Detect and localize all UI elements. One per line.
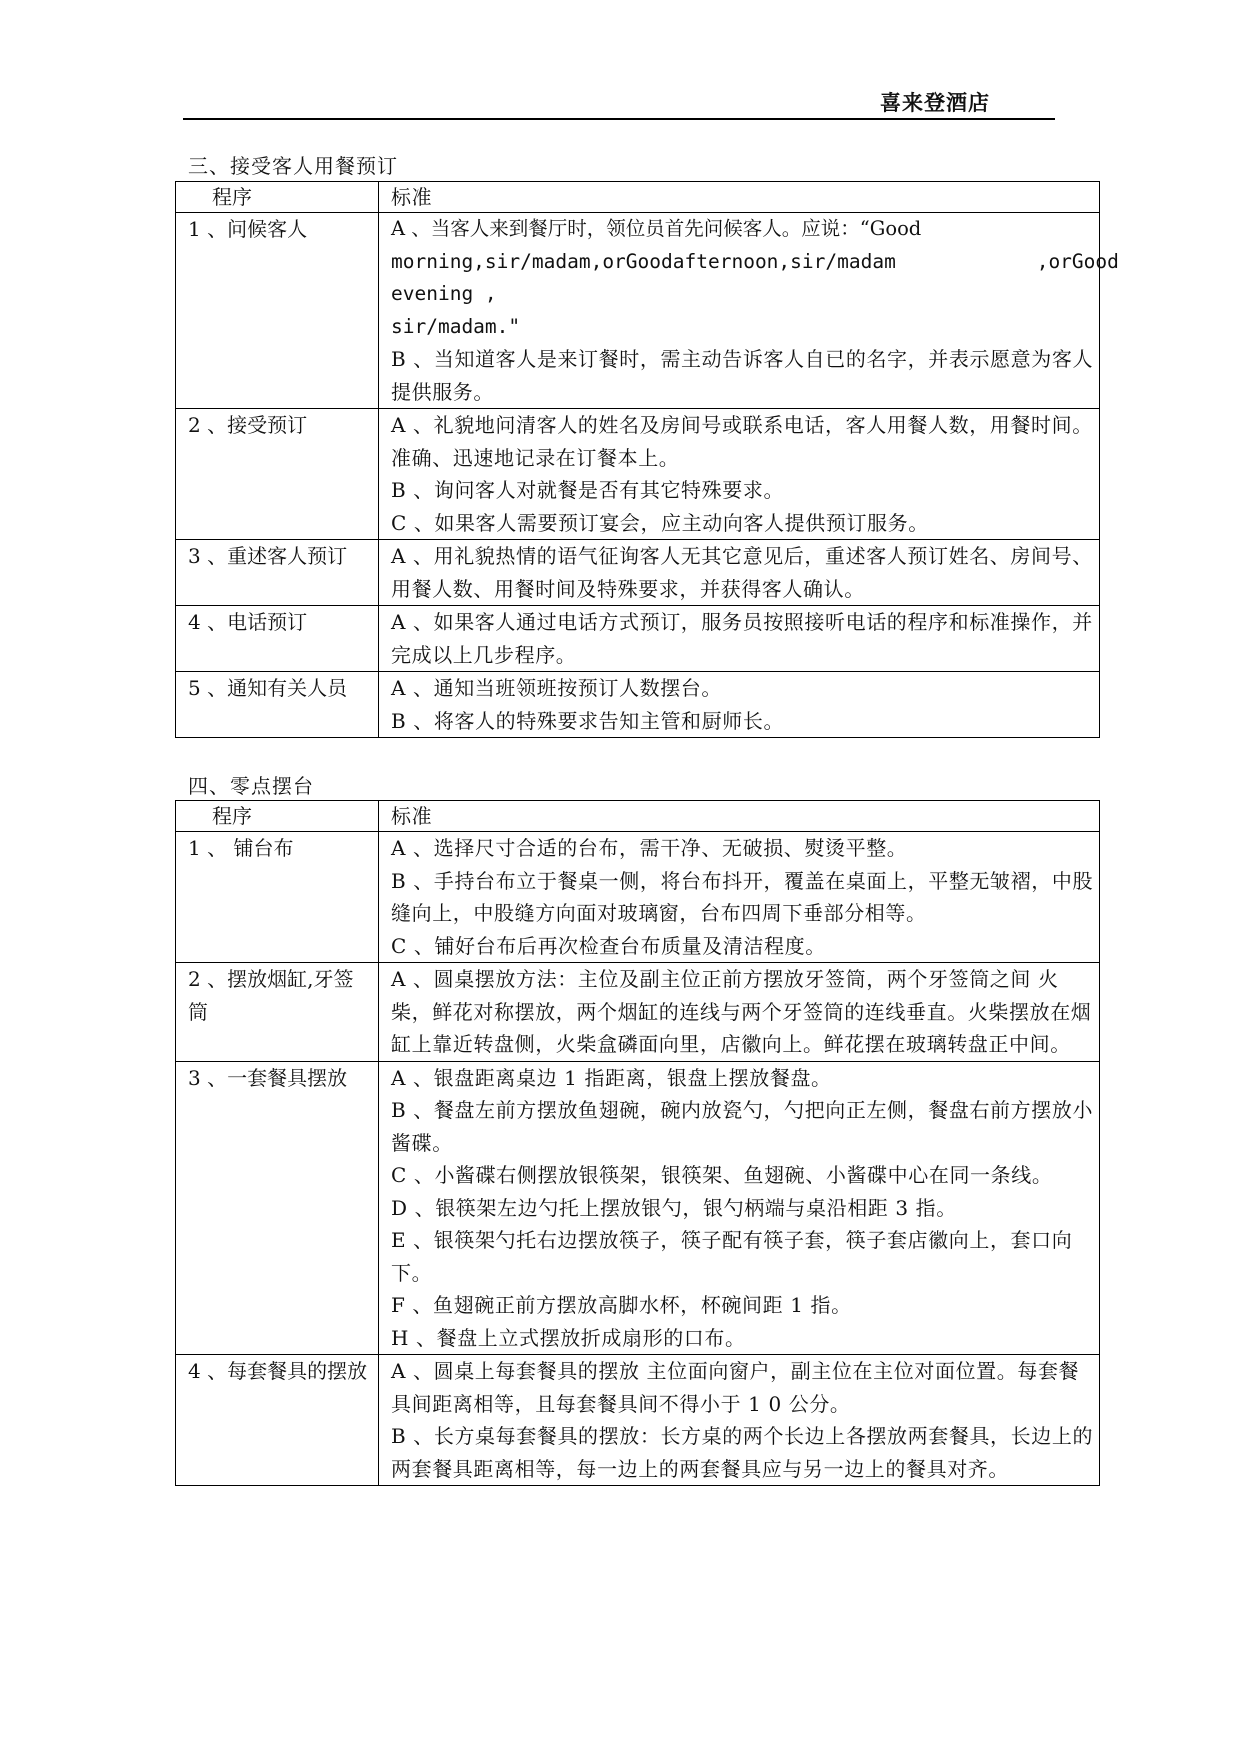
- standard-line: A 、选择尺寸合适的台布，需干净、无破损、熨烫平整。: [391, 836, 908, 860]
- step-cell: 1 、 铺台布: [176, 832, 379, 963]
- step-cell: 3 、重述客人预订: [176, 540, 379, 606]
- standard-line: B 、手持台布立于餐桌一侧，将台布抖开，覆盖在桌面上，平整无皱褶，中股缝向上，中股缝方向面对玻璃窗，台布四周下垂部分相等。: [391, 868, 1094, 925]
- standard-line: C 、如果客人需要预订宴会，应主动向客人提供预订服务。: [391, 510, 929, 535]
- step-cell: 4 、电话预订: [176, 606, 379, 672]
- step-cell: 4 、每套餐具的摆放: [176, 1355, 379, 1486]
- standard-line: C 、小酱碟右侧摆放银筷架，银筷架、鱼翅碗、小酱碟中心在同一条线。: [391, 1163, 1053, 1187]
- standard-line: A 、当客人来到餐厅时，领位员首先问候客人。应说：“Good: [391, 217, 922, 240]
- standard-cell: [379, 540, 1100, 606]
- table-row: [176, 409, 1100, 540]
- table-header-row: [176, 182, 1100, 213]
- section-title-table-setting: 四、零点摆台: [188, 774, 314, 798]
- table-row: [176, 1355, 1100, 1486]
- column-header-step: 程序: [176, 182, 379, 213]
- column-header-standard: 标准: [379, 182, 1100, 213]
- standard-cell: [379, 409, 1100, 540]
- table-row: [176, 1061, 1100, 1355]
- column-header-standard: 标准: [379, 801, 1100, 832]
- step-cell: 5 、通知有关人员: [176, 672, 379, 738]
- step-cell: 3 、一套餐具摆放: [176, 1061, 379, 1355]
- standard-cell: [379, 832, 1100, 963]
- table-header-row: [176, 801, 1100, 832]
- table-row: [176, 540, 1100, 606]
- reservation-table: [175, 181, 1119, 738]
- standard-cell: [379, 1061, 1100, 1355]
- hotel-name: 喜来登酒店: [880, 90, 990, 115]
- standard-line: B 、询问客人对就餐是否有其它特殊要求。: [391, 478, 785, 502]
- column-header-step: 程序: [176, 801, 379, 832]
- standard-line: sir/madam.": [391, 314, 521, 338]
- standard-line: A 、礼貌地问清客人的姓名及房间号或联系电话，客人用餐人数，用餐时间。准确、迅速地记录在订餐本上。: [391, 413, 1093, 470]
- standard-line: A 、银盘距离桌边 1 指距离，银盘上摆放餐盘。: [391, 1065, 832, 1090]
- standard-cell: [379, 213, 1119, 409]
- table-row: [176, 832, 1100, 963]
- standard-line: A 、圆桌摆放方法：主位及副主位正前方摆放牙签筒，两个牙签筒之间 火柴，鲜花对称摆放，两个烟缸的连线与两个牙签筒的连线垂直。火柴摆放在烟缸上靠近转盘侧，火柴盒磷面向里，店徽向上。鲜花摆在玻璃转盘正中间。: [391, 967, 1092, 1056]
- standard-line: E 、银筷架勺托右边摆放筷子，筷子配有筷子套，筷子套店徽向上，套口向下。: [391, 1228, 1073, 1285]
- standard-line: B 、长方桌每套餐具的摆放：长方桌的两个长边上各摆放两套餐具，长边上的两套餐具距离相等，每一边上的两套餐具应与另一边上的餐具对齐。: [391, 1424, 1094, 1481]
- standard-line: F 、鱼翅碗正前方摆放高脚水杯，杯碗间距 1 指。: [391, 1293, 852, 1317]
- standard-line: H 、餐盘上立式摆放折成扇形的口布。: [391, 1325, 746, 1350]
- table-row: [176, 963, 1100, 1062]
- table-setting-table: [175, 800, 1100, 1486]
- section-title-reservation: 三、接受客人用餐预订: [188, 154, 398, 178]
- table-row: [176, 213, 1100, 409]
- standard-line: A 、如果客人通过电话方式预订，服务员按照接听电话的程序和标准操作，并完成以上几步程序。: [391, 610, 1093, 667]
- table-row: [176, 606, 1100, 672]
- step-cell: 2 、接受预订: [176, 409, 379, 540]
- standard-line: B 、当知道客人是来订餐时，需主动告诉客人自已的名字，并表示愿意为客人提供服务。: [391, 347, 1094, 404]
- step-cell: 2 、摆放烟缸,牙签筒: [176, 963, 379, 1062]
- standard-cell: [379, 963, 1100, 1062]
- step-cell: 1 、问候客人: [176, 213, 379, 409]
- standard-line: D 、银筷架左边勺托上摆放银勺，银勺柄端与桌沿相距 3 指。: [391, 1195, 957, 1220]
- standard-line: A 、用礼貌热情的语气征询客人无其它意见后，重述客人预订姓名、房间号、用餐人数、用餐时间及特殊要求，并获得客人确认。: [391, 544, 1093, 601]
- standard-line: B 、将客人的特殊要求告知主管和厨师长。: [391, 708, 785, 733]
- standard-cell: [379, 672, 1100, 738]
- header-rule: [183, 118, 1055, 120]
- standard-line: A 、圆桌上每套餐具的摆放 主位面向窗户，副主位在主位对面位置。每套餐具间距离相等，且每套餐具间不得小于 1 0 公分。: [391, 1359, 1080, 1416]
- standard-line: evening ,: [391, 282, 497, 305]
- standard-line: morning,sir/madam,orGoodafternoon,sir/madam ,orGood: [391, 249, 1119, 273]
- standard-line: C 、铺好台布后再次检查台布质量及清洁程度。: [391, 933, 826, 958]
- table-row: [176, 672, 1100, 738]
- standard-cell: [379, 606, 1100, 672]
- standard-line: A 、通知当班领班按预订人数摆台。: [391, 676, 723, 700]
- standard-cell: [379, 1355, 1100, 1486]
- standard-line: B 、餐盘左前方摆放鱼翅碗，碗内放瓷勺，勺把向正左侧，餐盘右前方摆放小酱碟。: [391, 1098, 1094, 1155]
